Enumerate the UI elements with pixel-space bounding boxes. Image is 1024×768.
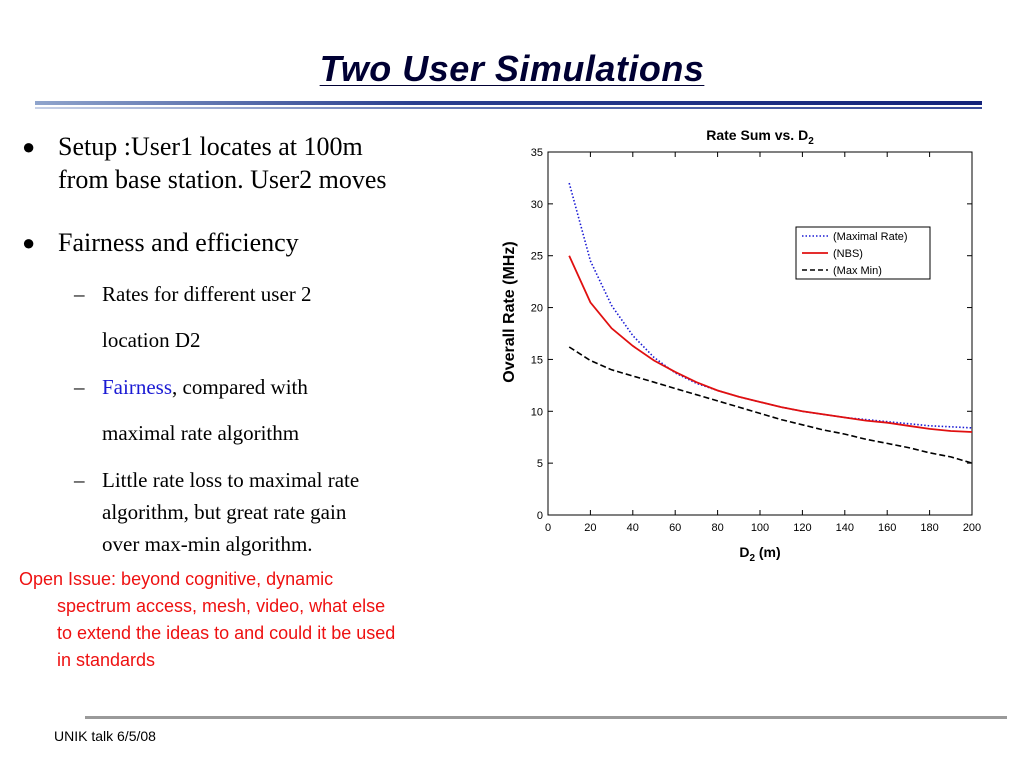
dash-icon: – [74, 375, 85, 399]
y-tick-label: 0 [536, 510, 543, 522]
plot-frame [548, 152, 972, 515]
chart-title-subscript: 2 [808, 136, 814, 147]
y-tick-label: 15 [530, 354, 543, 367]
x-tick-label: 180 [920, 522, 939, 534]
chart-title-main: Rate Sum vs. D [706, 127, 809, 143]
open-issue-line4: in standards [57, 650, 156, 670]
bullet-setup-line1: Setup :User1 locates at 100m [58, 132, 363, 161]
chart-title [706, 127, 814, 147]
bullet-dot-icon: ● [22, 134, 36, 159]
x-axis-label [739, 544, 780, 564]
sub-bullet-rates-line2: location D2 [102, 328, 201, 352]
open-issue [19, 566, 499, 674]
y-tick-label: 30 [530, 198, 543, 211]
footer-rule [85, 716, 1007, 719]
x-tick-label: 20 [584, 522, 597, 534]
open-issue-line1: Open Issue: beyond cognitive, dynamic [19, 569, 334, 589]
x-tick-label: 120 [793, 522, 812, 534]
title-rule-thin [35, 107, 982, 109]
x-tick-label: 100 [750, 522, 770, 534]
legend-label-max-min: (Max Min) [833, 265, 882, 277]
y-tick-label: 10 [530, 406, 543, 419]
y-tick-label: 35 [530, 147, 543, 159]
x-axis-label-subscript: 2 [749, 553, 756, 564]
footer-text: UNIK talk 6/5/08 [54, 728, 156, 744]
fairness-highlight: Fairness [102, 375, 172, 399]
sub-bullet-fairness-line1 [102, 375, 462, 399]
rate-sum-chart [488, 112, 993, 582]
legend-label-nbs: (NBS) [833, 248, 863, 260]
x-tick-label: 60 [669, 522, 682, 534]
dash-icon: – [74, 468, 85, 492]
x-tick-label: 140 [835, 522, 854, 534]
y-axis-label: Overall Rate (MHz) [501, 241, 518, 383]
y-tick-label: 20 [530, 302, 543, 315]
open-issue-line3: to extend the ideas to and could it be used [57, 623, 396, 643]
sub-bullet-loss-line2: algorithm, but great rate gain [102, 500, 347, 524]
legend-label-maximal-rate: (Maximal Rate) [833, 231, 908, 243]
x-tick-label: 200 [962, 522, 982, 534]
bullet-setup-line2: from base station. User2 moves [58, 165, 387, 194]
x-tick-label: 40 [626, 522, 639, 534]
bullet-fairness-line1: Fairness and efficiency [58, 228, 299, 257]
x-tick-label: 80 [711, 522, 724, 534]
x-tick-label: 160 [878, 522, 897, 534]
open-issue-line2: spectrum access, mesh, video, what else [57, 596, 386, 616]
bullet-dot-icon: ● [22, 230, 36, 255]
x-axis-label-unit: (m) [755, 544, 781, 560]
slide-title: Two User Simulations [319, 48, 705, 89]
sub-bullet-fairness-line2: maximal rate algorithm [102, 421, 300, 445]
dash-icon: – [74, 282, 85, 306]
fairness-rest: , compared with [172, 375, 308, 399]
x-axis-label-main: D [739, 544, 750, 560]
title-rule [35, 101, 982, 105]
sub-bullet-loss-line3: over max-min algorithm. [102, 532, 313, 556]
sub-bullet-loss-line1: Little rate loss to maximal rate [102, 468, 360, 492]
x-tick-label: 0 [544, 522, 552, 534]
y-tick-label: 5 [536, 458, 543, 471]
legend [796, 227, 930, 279]
y-tick-label: 25 [530, 250, 543, 263]
sub-bullet-rates-line1: Rates for different user 2 [102, 282, 312, 306]
